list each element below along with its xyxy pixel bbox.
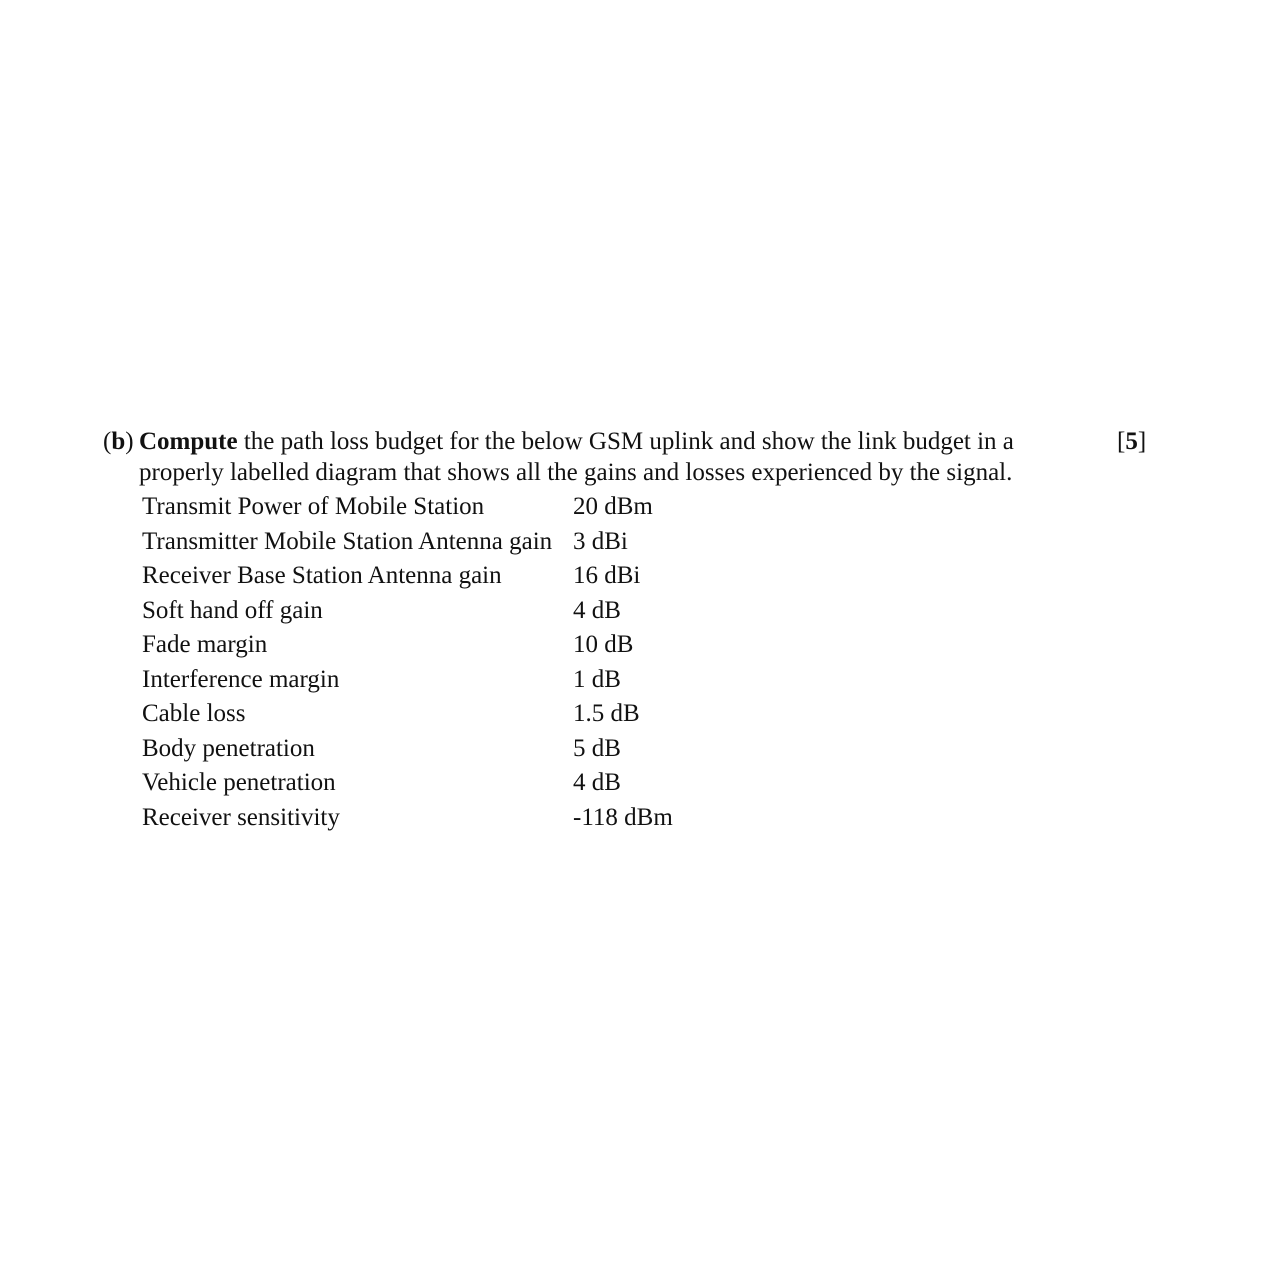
- parameter-name: Body penetration: [142, 734, 315, 762]
- question-label: (b): [103, 428, 134, 455]
- parameter-row: [142, 559, 1163, 594]
- parameter-row: [142, 525, 1163, 560]
- parameter-name: Soft hand off gain: [142, 596, 323, 624]
- parameter-name: Fade margin: [142, 631, 268, 658]
- parameter-row: [142, 663, 1163, 698]
- parameter-row: [142, 594, 1163, 629]
- question-marks: [5]: [1117, 428, 1147, 455]
- parameter-value: 10 dB: [573, 631, 634, 658]
- parameter-row: [142, 766, 1163, 801]
- parameter-value: 4 dB: [573, 596, 621, 624]
- parameter-row: [142, 801, 1163, 836]
- parameter-value: 5 dB: [573, 734, 621, 762]
- question-text: [139, 426, 1059, 488]
- parameter-name: Interference margin: [142, 665, 340, 693]
- parameter-name: Transmit Power of Mobile Station: [142, 493, 485, 520]
- question-b: [103, 426, 1163, 835]
- parameter-table: [142, 490, 1163, 835]
- parameter-value: 3 dBi: [573, 527, 628, 555]
- parameter-value: 20 dBm: [573, 493, 653, 520]
- question-header: [103, 426, 1163, 488]
- parameter-name: Receiver Base Station Antenna gain: [142, 562, 502, 589]
- parameter-value: 16 dBi: [573, 562, 641, 589]
- parameter-name: Receiver sensitivity: [142, 803, 340, 831]
- parameter-name: Cable loss: [142, 700, 246, 727]
- parameter-row: [142, 697, 1163, 732]
- parameter-value: 1 dB: [573, 665, 621, 693]
- parameter-value: 1.5 dB: [573, 700, 640, 727]
- parameter-row: [142, 628, 1163, 663]
- parameter-value: -118 dBm: [573, 803, 673, 831]
- parameter-row: [142, 490, 1163, 525]
- parameter-name: Transmitter Mobile Station Antenna gain: [142, 527, 553, 555]
- parameter-row: [142, 732, 1163, 767]
- question-body: the path loss budget for the below GSM uplink and show the link budget in a properly labelled diagram that shows all the gains and losses experienced by the signal.: [139, 428, 1014, 486]
- parameter-name: Vehicle penetration: [142, 769, 336, 796]
- parameter-value: 4 dB: [573, 769, 621, 796]
- question-keyword: Compute: [139, 428, 238, 455]
